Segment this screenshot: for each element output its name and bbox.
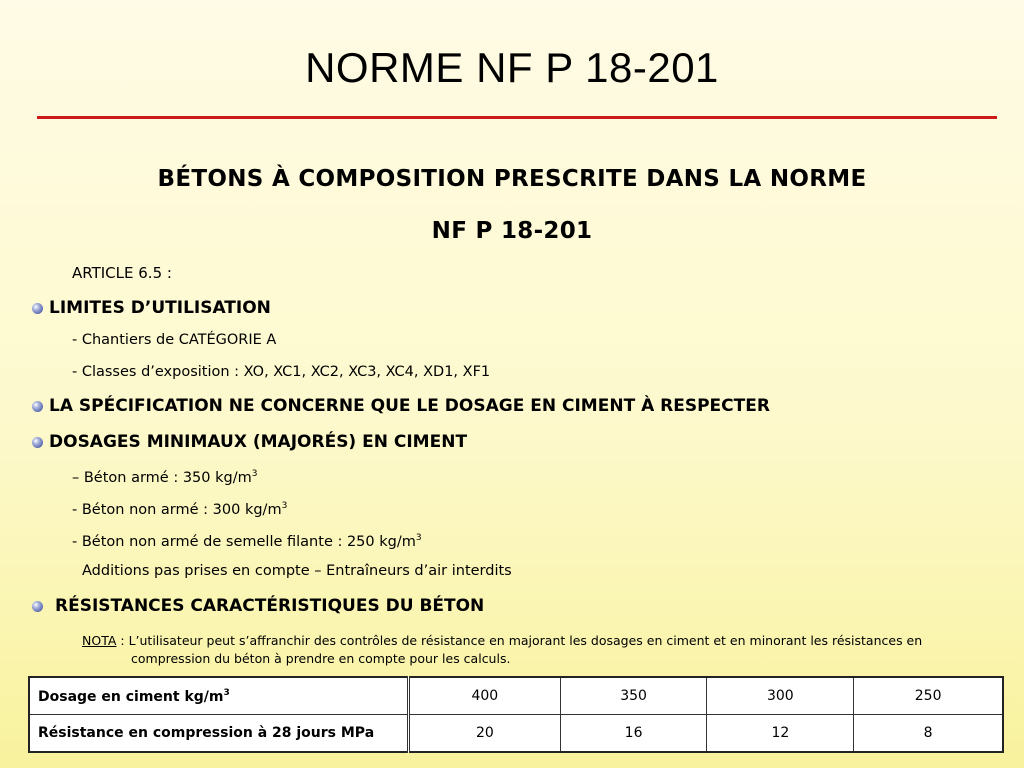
dosage-item-3-text: - Béton non armé de semelle filante : 250 kg/m [72, 534, 416, 550]
bullet-dot-icon [32, 437, 43, 448]
dosages-note: Additions pas prises en compte – Entraîneurs d’air interdits [82, 563, 512, 579]
resistances-heading: RÉSISTANCES CARACTÉRISTIQUES DU BÉTON [55, 596, 485, 616]
dosage-item-2-text: - Béton non armé : 300 kg/m [72, 502, 282, 518]
nota-text-2: compression du béton à prendre en compte pour les calculs. [131, 651, 511, 666]
table-cell: 350 [560, 677, 707, 715]
row-header-dosage [29, 677, 409, 715]
dosages-heading: DOSAGES MINIMAUX (MAJORÉS) EN CIMENT [49, 432, 468, 452]
row-header-resistance-text: Résistance en compression à 28 jours MPa [38, 725, 375, 741]
nota-text-1: : L’utilisateur peut s’affranchir des contrôles de résistance en majorant les dosages en ciment et en minorant les résistances en [116, 633, 923, 648]
row-header-dosage-sup: 3 [223, 687, 230, 698]
table-cell: 300 [707, 677, 854, 715]
dosage-item-1 [72, 469, 257, 486]
table-row [29, 715, 1003, 753]
subtitle-line-1: BÉTONS À COMPOSITION PRESCRITE DANS LA NORME [157, 166, 867, 192]
dosage-resistance-table [28, 676, 1004, 753]
dosage-item-1-sup: 3 [251, 469, 258, 479]
table-row [29, 677, 1003, 715]
table-cell: 400 [409, 677, 561, 715]
article-label: ARTICLE 6.5 : [72, 264, 172, 282]
nota-label: NOTA [82, 633, 117, 648]
bullet-dot-icon [32, 401, 43, 412]
nota-block [82, 632, 982, 668]
bullet-dosages [32, 432, 467, 452]
table-cell: 250 [854, 677, 1003, 715]
dosage-item-2 [72, 501, 287, 518]
bullet-specification [32, 396, 770, 416]
table-cell: 16 [560, 715, 707, 753]
title-underline [37, 116, 997, 119]
table-cell: 12 [707, 715, 854, 753]
dosage-item-1-text: – Béton armé : 350 kg/m [72, 470, 252, 486]
subtitle-line-2: NF P 18-201 [431, 218, 593, 244]
specification-heading: LA SPÉCIFICATION NE CONCERNE QUE LE DOSAGE EN CIMENT À RESPECTER [49, 396, 770, 416]
bullet-dot-icon [32, 303, 43, 314]
slide-title: NORME NF P 18-201 [305, 44, 719, 91]
limites-item-2: - Classes d’exposition : XO, XC1, XC2, XC3, XC4, XD1, XF1 [72, 364, 491, 380]
row-header-dosage-text: Dosage en ciment kg/m [38, 688, 224, 705]
row-header-resistance [29, 715, 409, 753]
bullet-limites [32, 298, 271, 318]
bullet-dot-icon [32, 601, 43, 612]
bullet-resistances [32, 596, 484, 616]
table-cell: 8 [854, 715, 1003, 753]
limites-item-1: - Chantiers de CATÉGORIE A [72, 332, 277, 348]
table-cell: 20 [409, 715, 561, 753]
dosage-item-3 [72, 533, 422, 550]
dosage-item-3-sup: 3 [415, 533, 422, 543]
dosage-item-2-sup: 3 [281, 501, 288, 511]
limites-heading: LIMITES D’UTILISATION [49, 298, 271, 318]
